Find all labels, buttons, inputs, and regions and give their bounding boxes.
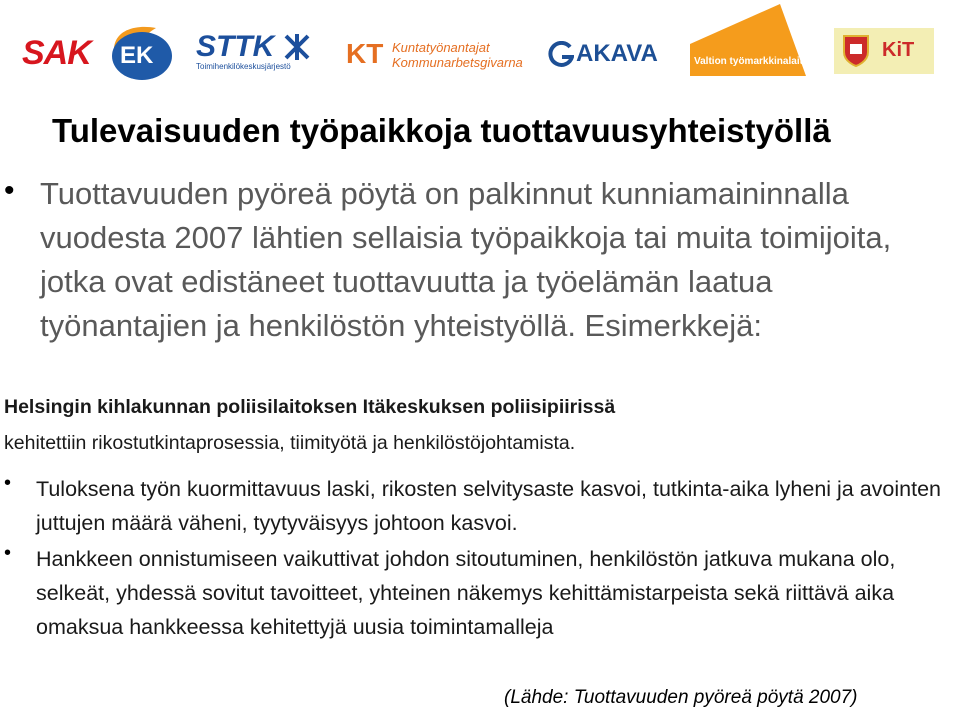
ek-logo [106,20,174,82]
akava-logo-text: AKAVA [576,40,658,67]
sttk-logo-subtitle: Toimihenkilökeskusjärjestö [196,62,291,71]
kit-logo-text: KiT [882,39,915,61]
example-text: kehitettiin rikostutkintaprosessia, tiimityötä ja henkilöstöjohtamista. [4,432,576,454]
kt-logo-mark: KT [346,38,384,69]
success-bullet-text: Hankkeen onnistumiseen vaikuttivat johdon sitoutuminen, henkilöstön jatkuva mukana olo, selkeät, yhdessä sovitut tavoitteet, yhteinen näkemys kehittämistarpeista sekä riittävä aika omaksua hankkeessa kehitettyjä uusia toimintamalleja [36,547,896,639]
kt-logo-line2: Kommunarbetsgivarna [392,55,523,70]
slide-title: Tulevaisuuden työpaikkoja tuottavuusyhteistyöllä [52,112,831,149]
sttk-logo [196,30,316,74]
example-heading: Helsingin kihlakunnan poliisilaitoksen Itäkeskuksen poliisipiirissä [4,396,616,418]
kit-logo [834,28,934,74]
ek-logo-text: EK [120,42,154,69]
sak-logo-text: SAK [22,34,91,72]
source-citation: (Lähde: Tuottavuuden pyöreä pöytä 2007) [504,687,858,708]
bullet-dot-icon: • [4,542,12,564]
bullet-dot-icon: • [4,472,12,494]
sak-logo [22,34,91,73]
vtml-logo-text: Valtion työmarkkinalaitos [694,56,815,67]
intro-bullet-text: Tuottavuuden pyöreä pöytä on palkinnut kunniamaininnalla vuodesta 2007 lähtien sellaisia työpaikkoja tai muita toimijoita, jotka ovat edistäneet tuottavuutta ja työelämän laatua työnantajien ja henkilöstön yhteistyöllä. Esimerkkejä: [40,176,892,343]
kt-logo-line1: Kuntatyönantajat [392,40,490,55]
result-bullet [4,472,944,540]
akava-emblem-icon [548,41,574,67]
kit-shield-icon [842,34,870,68]
vtml-logo [684,4,815,76]
sttk-star-icon [282,32,312,62]
kt-logo [346,38,523,72]
result-bullet-text: Tuloksena työn kuormittavuus laski, rikosten selvitysaste kasvoi, tutkinta-aika lyheni ja avointen juttujen määrä väheni, tyytyväisyys johtoon kasvoi. [36,477,942,535]
sttk-logo-text: STTK [196,30,275,63]
intro-bullet [4,172,904,348]
success-bullet [4,542,944,644]
akava-logo [548,40,658,70]
bullet-dot-icon: • [4,174,15,207]
